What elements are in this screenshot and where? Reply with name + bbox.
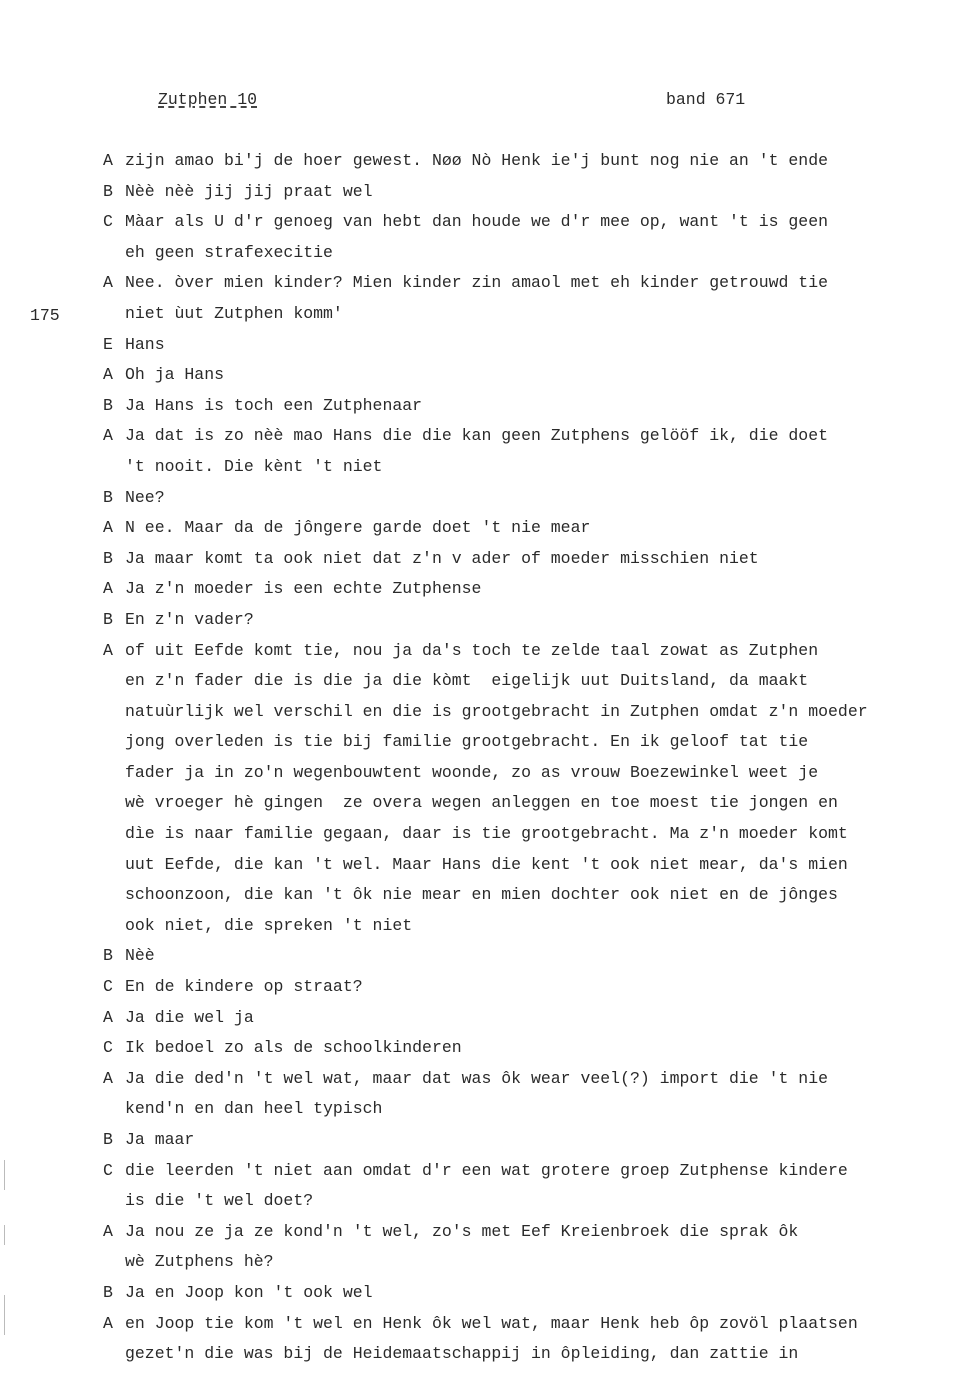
transcript-continuation-line — [103, 761, 933, 792]
transcript-line — [103, 149, 933, 180]
utterance-text: Ja die ded'n 't wel wat, maar dat was ôk wear veel(?) import die 't nie — [125, 1068, 829, 1088]
utterance-text: dìe is naar familie gegaan, daar is tie grootgebracht. Ma z'n moeder komt — [125, 824, 848, 844]
utterance-text: Hans — [125, 334, 165, 354]
transcript-line — [103, 271, 933, 302]
speaker-label: A — [103, 1221, 113, 1241]
speaker-label: A — [103, 579, 113, 599]
scan-edge-mark — [4, 1295, 5, 1335]
utterance-text: en z'n fader die is die ja die kòmt eigelijk uut Duitsland, da maakt — [125, 671, 809, 691]
utterance-text: gezet'n die was bij de Heidemaatschappij in ôpleiding, dan zattie in — [125, 1344, 799, 1364]
speaker-label: B — [103, 1282, 113, 1302]
speaker-label: B — [103, 181, 113, 201]
transcript-continuation-line — [103, 853, 933, 884]
utterance-text: Ja en Joop kon 't ook wel — [125, 1282, 373, 1302]
utterance-text: Ja z'n moeder is een echte Zutphense — [125, 579, 482, 599]
speaker-label: A — [103, 1313, 113, 1333]
utterance-text: en Joop tie kom 't wel en Henk ôk wel wat, maar Henk heb ôp zovöl plaatsen — [125, 1313, 858, 1333]
utterance-text: Màar als U d'r genoeg van hebt dan houde we d'r mee op, want 't is geen — [125, 212, 829, 232]
utterance-text: Ja dat is zo nèè mao Hans die die kan geen Zutphens gelööf ik, die doet — [125, 426, 829, 446]
transcript-line — [103, 975, 933, 1006]
location-title: Zutphen 10 — [158, 90, 258, 109]
transcript-continuation-line — [103, 883, 933, 914]
speaker-label: A — [103, 640, 113, 660]
utterance-text: ook niet, die spreken 't niet — [125, 915, 413, 935]
transcript-continuation-line — [103, 700, 933, 731]
transcript-line — [103, 1220, 933, 1251]
utterance-text: wè Zutphens hè? — [125, 1252, 274, 1272]
utterance-text: kend'n en dan heel typisch — [125, 1099, 383, 1119]
transcript-body — [103, 149, 933, 1373]
transcript-line — [103, 608, 933, 639]
transcript-line — [103, 547, 933, 578]
speaker-label: A — [103, 1007, 113, 1027]
utterance-text: schoonzoon, die kan 't ôk nie mear en mien dochter ook niet en de jônges — [125, 885, 838, 905]
utterance-text: die leerden 't niet aan omdat d'r een wat grotere groep Zutphense kindere — [125, 1160, 848, 1180]
speaker-label: A — [103, 365, 113, 385]
transcript-line — [103, 1312, 933, 1343]
transcript-line — [103, 577, 933, 608]
speaker-label: C — [103, 212, 113, 232]
utterance-text: Oh ja Hans — [125, 365, 225, 385]
speaker-label: C — [103, 977, 113, 997]
utterance-text: niet ùut Zutphen komm' — [125, 303, 343, 323]
speaker-label: B — [103, 395, 113, 415]
transcript-continuation-line — [103, 1189, 933, 1220]
utterance-text: fader ja in zo'n wegenbouwtent woonde, zo as vrouw Boezewinkel weet je — [125, 762, 819, 782]
speaker-label: C — [103, 1038, 113, 1058]
transcript-line — [103, 1036, 933, 1067]
speaker-label: A — [103, 1068, 113, 1088]
transcript-line — [103, 1067, 933, 1098]
utterance-text: En de kindere op straat? — [125, 977, 363, 997]
transcript-continuation-line — [103, 241, 933, 272]
speaker-label: A — [103, 518, 113, 538]
transcript-continuation-line — [103, 669, 933, 700]
utterance-text: 't nooit. Die kènt 't niet — [125, 456, 383, 476]
transcript-continuation-line — [103, 1342, 933, 1373]
utterance-text: Ja maar — [125, 1130, 195, 1149]
utterance-text: Nèè nèè jij jij praat wel — [125, 181, 373, 201]
transcript-continuation-line — [103, 822, 933, 853]
transcript-line — [103, 180, 933, 211]
utterance-text: of uit Eefde komt tie, nou ja da's toch te zelde taal zowat as Zutphen — [125, 640, 819, 660]
speaker-label: A — [103, 151, 113, 170]
transcript-line — [103, 394, 933, 425]
utterance-text: wè vroeger hè gingen ze overa wegen anleggen en toe moest tie jongen en — [125, 793, 838, 813]
utterance-text: Ja Hans is toch een Zutphenaar — [125, 395, 423, 415]
transcript-line — [103, 333, 933, 364]
transcript-line — [103, 424, 933, 455]
line-counter: 175 — [30, 306, 60, 325]
transcript-line — [103, 210, 933, 241]
transcript-line — [103, 516, 933, 547]
utterance-text: N ee. Maar da de jôngere garde doet 't nie mear — [125, 518, 591, 538]
transcript-continuation-line — [103, 302, 933, 333]
speaker-label: B — [103, 609, 113, 629]
transcript-continuation-line — [103, 1250, 933, 1281]
transcript-line — [103, 1128, 933, 1159]
scan-edge-mark — [4, 1225, 5, 1245]
transcript-continuation-line — [103, 455, 933, 486]
transcript-continuation-line — [103, 730, 933, 761]
speaker-label: B — [103, 548, 113, 568]
utterance-text: eh geen strafexecitie — [125, 242, 333, 262]
utterance-text: uut Eefde, die kan 't wel. Maar Hans die kent 't ook niet mear, da's mien — [125, 854, 848, 874]
transcript-line — [103, 944, 933, 975]
speaker-label: E — [103, 334, 113, 354]
utterance-text: Ja nou ze ja ze kond'n 't wel, zo's met Eef Kreienbroek die sprak ôk — [125, 1221, 799, 1241]
utterance-text: natuùrlijk wel verschil en die is grootgebracht in Zutphen omdat z'n moeder — [125, 701, 868, 721]
speaker-label: B — [103, 946, 113, 966]
band-number: band 671 — [666, 90, 746, 109]
utterance-text: Nee. òver mien kinder? Mien kinder zin amaol met eh kinder getrouwd tie — [125, 273, 829, 293]
transcript-line — [103, 1281, 933, 1312]
speaker-label: B — [103, 487, 113, 507]
utterance-text: Ik bedoel zo als de schoolkinderen — [125, 1038, 462, 1058]
utterance-text: zijn amao bi'j de hoer gewest. Nøø Nò Henk ie'j bunt nog nie an 't ende — [125, 151, 829, 170]
transcript-line — [103, 1159, 933, 1190]
transcript-line — [103, 486, 933, 517]
utterance-text: Nèè — [125, 946, 155, 966]
utterance-text: Ja die wel ja — [125, 1007, 254, 1027]
speaker-label: B — [103, 1130, 113, 1149]
transcript-continuation-line — [103, 914, 933, 945]
speaker-label: C — [103, 1160, 113, 1180]
speaker-label: A — [103, 273, 113, 293]
transcript-continuation-line — [103, 791, 933, 822]
utterance-text: Nee? — [125, 487, 165, 507]
utterance-text: Ja maar komt ta ook niet dat z'n v ader of moeder misschien niet — [125, 548, 759, 568]
transcript-line — [103, 1006, 933, 1037]
utterance-text: jong overleden is tie bij familie grootgebracht. En ik geloof tat tie — [125, 732, 809, 752]
utterance-text: En z'n vader? — [125, 609, 254, 629]
transcript-line — [103, 639, 933, 670]
utterance-text: is die 't wel doet? — [125, 1191, 314, 1211]
transcript-continuation-line — [103, 1097, 933, 1128]
transcript-line — [103, 363, 933, 394]
scan-edge-mark — [4, 1160, 5, 1190]
speaker-label: A — [103, 426, 113, 446]
